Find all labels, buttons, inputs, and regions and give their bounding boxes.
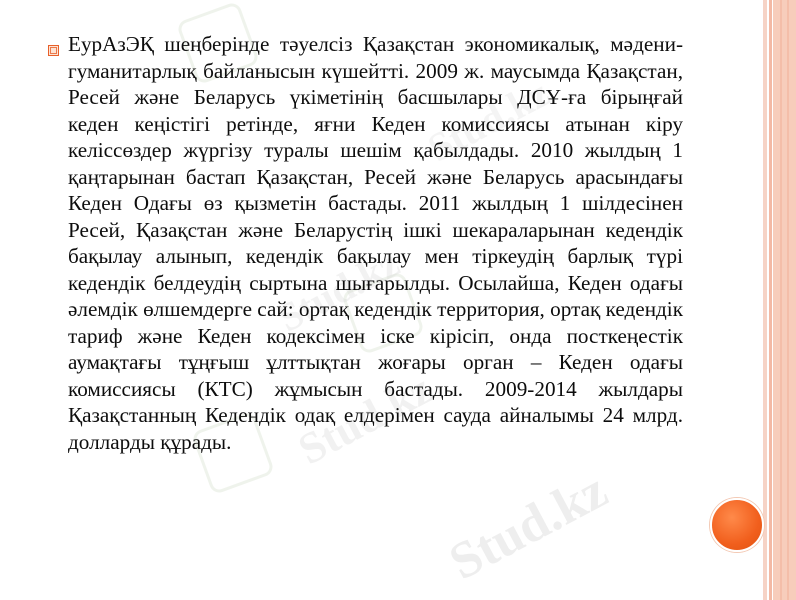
- decorative-stripe: [769, 0, 772, 600]
- slide-paragraph: ЕурАзЭҚ шеңберінде тәуелсіз Қазақстан экономикалық, мәдени-гуманитарлық байланысын күшейтті. 2009 ж. маусымда Қазақстан, Ресей және Беларусь үкіметінің басшылары ДСҰ-ға бірыңғай кеден кеңістігі ретінде, яғни Кеден комиссиясы атынан кіру келіссөздер жүргізу туралы шешім қабылдады. 2010 жылдың 1 қаңтарынан бастап Қазақстан, Ресей және Беларусь арасындағы Кеден Одағы өз қызметін бастады. 2011 жылдың 1 шілдесінен Ресей, Қазақстан және Беларустің ішкі шекараларынан кедендік бақылау алынып, кедендік бақылау мен тіркеудің барлық түрі кедендік белдеудің сыртына шығарылды. Осылайша, Кеден одағы әлемдік өлшемдерге сай: ортақ кедендік территория, ортақ кедендік тариф және Кеден кодексімен іске кірісіп, онда посткеңестік аумақтағы тұңғыш ұлттықтан жоғары орган – Кеден одағы комиссиясы (КТС) жұмысын бастады. 2009-2014 жылдары Қазақстанның Кедендік одақ елдерімен сауда айналымы 24 млрд. долларды құрады.: [68, 32, 683, 454]
- orange-circle-decoration: [710, 498, 764, 552]
- decorative-stripe: [773, 0, 796, 600]
- square-bullet-icon: [48, 45, 59, 56]
- decorative-stripe: [780, 0, 782, 600]
- decorative-stripe: [787, 0, 789, 600]
- watermark-text: Stud.kz: [270, 239, 407, 341]
- decorative-stripe: [763, 0, 767, 600]
- watermark-text: Stud.kz: [440, 461, 617, 592]
- watermark-text: Stud.kz: [420, 69, 557, 171]
- watermark-text: Stud.kz: [290, 363, 440, 475]
